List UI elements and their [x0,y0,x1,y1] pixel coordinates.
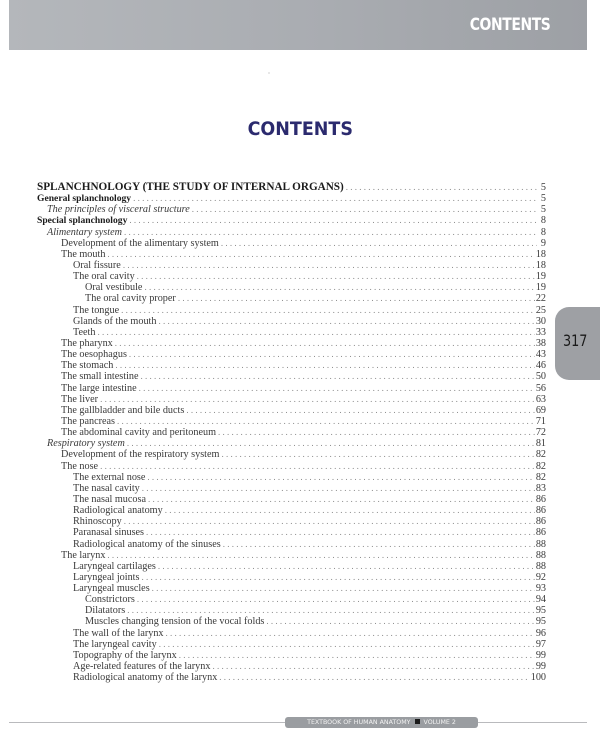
square-separator-icon [415,719,420,724]
dot-leader [117,416,535,427]
scan-speck [268,72,270,74]
toc-entry[interactable] [37,227,546,238]
toc-entry-label: Rhinoscopy [73,516,122,528]
toc-entry-page: 96 [535,627,546,639]
toc-entry-label: The liver [61,393,99,405]
toc-entry-page: 25 [535,304,546,316]
toc-entry-label: Radiological anatomy [73,505,163,517]
dot-leader [142,483,535,494]
footer-volume: VOLUME 2 [423,719,456,726]
toc-entry-label: Oral vestibule [85,282,143,294]
dot-leader [179,650,535,661]
dot-leader [192,204,537,215]
toc-entry-label: Age-related features of the larynx [73,661,211,673]
running-header-bar [9,0,587,50]
toc-entry[interactable] [37,539,546,550]
toc-entry-page: 5 [540,182,546,193]
toc-entry[interactable] [37,427,546,438]
footer-book-label [285,717,478,728]
toc-entry-label: The oral cavity [73,271,135,283]
page-title [0,118,600,140]
dot-leader [221,449,534,460]
dot-leader [139,383,535,394]
toc-entry-label: Muscles changing tension of the vocal folds [85,616,265,628]
toc-entry-label: Laryngeal muscles [73,583,150,595]
toc-entry[interactable] [37,583,546,594]
toc-entry-label: Constrictors [85,594,135,606]
toc-entry[interactable] [37,371,546,382]
toc-entry-page: 50 [535,371,546,383]
toc-entry[interactable] [37,561,546,572]
dot-leader [178,293,535,304]
toc-entry[interactable] [37,672,546,683]
toc-entry-page: 82 [535,471,546,483]
toc-entry-label: Development of the respiratory system [61,449,220,461]
toc-entry[interactable] [37,628,546,639]
toc-entry-page: 88 [535,560,546,572]
toc-entry-label: The gallbladder and bile ducts [61,404,185,416]
toc-entry-label: Dilatators [85,605,126,617]
dot-leader [115,360,534,371]
toc-entry-label: The stomach [61,360,114,372]
page-number-tab [555,307,600,380]
toc-entry[interactable] [37,650,546,661]
toc-entry-page: 82 [535,460,546,472]
dot-leader [186,405,534,416]
toc-entry-page: 83 [535,482,546,494]
dot-leader [148,494,535,505]
toc-entry-page: 94 [535,594,546,606]
toc-entry-label: The wall of the larynx [73,627,164,639]
dot-leader [165,505,535,516]
toc-entry[interactable] [37,305,546,316]
toc-entry-page: 100 [530,672,546,684]
dot-leader [107,550,534,561]
dot-leader [129,215,537,226]
toc-entry-page: 46 [535,360,546,372]
toc-entry-page: 86 [535,516,546,528]
toc-entry-label: Respiratory system [47,438,125,450]
toc-entry-page: 99 [535,661,546,673]
toc-entry[interactable] [37,505,546,516]
dot-leader [137,271,535,282]
toc-entry-page: 81 [535,438,546,450]
toc-entry-label: The oral cavity proper [85,293,176,305]
toc-entry[interactable] [37,527,546,538]
toc-entry-page: 88 [535,549,546,561]
dot-leader [137,594,535,605]
dot-leader [100,394,535,405]
toc-entry-page: 19 [535,271,546,283]
toc-entry[interactable] [37,215,546,226]
toc-entry[interactable] [37,483,546,494]
toc-entry[interactable] [37,349,546,360]
toc-entry-label: Topography of the larynx [73,649,177,661]
toc-entry[interactable] [37,260,546,271]
toc-entry-page: 93 [535,583,546,595]
toc-entry-label: The nose [61,460,99,472]
toc-entry-label: Radiological anatomy of the sinuses [73,538,221,550]
toc-entry[interactable] [37,572,546,583]
toc-entry-page: 18 [535,248,546,260]
toc-entry-label: Radiological anatomy of the larynx [73,672,218,684]
toc-entry-page: 8 [540,226,546,238]
toc-entry-page: 43 [535,349,546,361]
toc-entry-page: 30 [535,315,546,327]
toc-entry-page: 72 [535,427,546,439]
dot-leader [152,583,535,594]
toc-entry-page: 56 [535,382,546,394]
toc-entry-label: The external nose [73,471,146,483]
toc-entry[interactable] [37,405,546,416]
dot-leader [158,316,534,327]
page-title-text: CONTENTS [247,118,353,140]
toc-entry-label: Alimentary system [47,226,122,238]
toc-entry-label: The principles of visceral structure [47,204,190,216]
toc-entry-page: 33 [535,326,546,338]
dot-leader [107,249,534,260]
toc-entry-page: 69 [535,404,546,416]
toc-entry[interactable] [37,249,546,260]
running-header-title: CONTENTS [469,15,550,35]
toc-entry-page: 22 [535,293,546,305]
dot-leader [97,327,534,338]
toc-entry-label: Laryngeal cartilages [73,560,156,572]
toc-entry-page: 99 [535,649,546,661]
dot-leader [147,472,534,483]
toc-entry-page: 5 [540,204,546,216]
dot-leader [166,628,535,639]
toc-entry-page: 95 [535,616,546,628]
toc-entry-label: The larynx [61,549,106,561]
toc-entry[interactable] [37,494,546,505]
dot-leader [124,227,537,238]
dot-leader [212,661,534,672]
footer-book-title: TEXTBOOK OF HUMAN ANATOMY [307,719,411,726]
toc-entry[interactable] [37,360,546,371]
toc-entry-page: 86 [535,527,546,539]
toc-entry-page: 9 [540,237,546,249]
toc-entry-page: 71 [535,415,546,427]
toc-entry-label: Development of the alimentary system [61,237,219,249]
toc-entry[interactable] [37,449,546,460]
dot-leader [123,260,535,271]
toc-entry-page: 86 [535,505,546,517]
toc-entry-label: The tongue [73,304,120,316]
toc-entry-label: Glands of the mouth [73,315,157,327]
toc-entry[interactable] [37,472,546,483]
toc-entry[interactable] [37,327,546,338]
toc-entry-label: Teeth [73,326,96,338]
dot-leader [266,616,534,627]
toc-entry[interactable] [37,394,546,405]
table-of-contents [37,182,546,683]
toc-entry-page: 18 [535,259,546,271]
toc-entry[interactable] [37,438,546,449]
toc-entry-label: The pancreas [61,415,116,427]
toc-entry-label: The abdominal cavity and peritoneum [61,427,217,439]
dot-leader [221,238,537,249]
toc-entry-page: 92 [535,571,546,583]
toc-entry[interactable] [37,316,546,327]
dot-leader [121,305,535,316]
dot-leader [144,282,534,293]
toc-entry-label: The oesophagus [61,349,127,361]
toc-entry-page: 38 [535,337,546,349]
toc-entry-label: Special splanchnology [37,215,128,227]
toc-entry-page: 88 [535,538,546,550]
toc-entry-label: The laryngeal cavity [73,638,157,650]
dot-leader [346,182,537,193]
toc-entry[interactable] [37,594,546,605]
dot-leader [127,438,535,449]
toc-entry-page: 63 [535,393,546,405]
toc-entry[interactable] [37,461,546,472]
toc-entry[interactable] [37,383,546,394]
dot-leader [129,349,535,360]
toc-entry-label: Laryngeal joints [73,571,140,583]
dot-leader [127,605,535,616]
toc-entry-label: SPLANCHNOLOGY (THE STUDY OF INTERNAL ORGANS) [37,181,344,193]
toc-entry-label: The nasal mucosa [73,493,146,505]
toc-entry[interactable] [37,271,546,282]
dot-leader [100,461,535,472]
toc-entry[interactable] [37,616,546,627]
toc-entry-label: The nasal cavity [73,482,140,494]
toc-entry[interactable] [37,661,546,672]
dot-leader [146,527,535,538]
toc-entry-label: The mouth [61,248,106,260]
toc-entry[interactable] [37,516,546,527]
toc-entry[interactable] [37,204,546,215]
dot-leader [115,338,535,349]
toc-entry[interactable] [37,550,546,561]
toc-entry-label: The pharynx [61,337,113,349]
toc-entry[interactable] [37,605,546,616]
dot-leader [124,516,535,527]
toc-entry[interactable] [37,282,546,293]
dot-leader [158,561,535,572]
toc-entry[interactable] [37,193,546,204]
toc-entry-label: General splanchnology [37,193,132,205]
dot-leader [141,572,534,583]
toc-entry-page: 86 [535,493,546,505]
toc-entry-label: Paranasal sinuses [73,527,145,539]
toc-entry-label: The small intestine [61,371,139,383]
dot-leader [223,539,535,550]
toc-entry-label: Oral fissure [73,259,121,271]
dot-leader [159,639,535,650]
toc-entry-page: 82 [535,449,546,461]
toc-entry[interactable] [37,338,546,349]
toc-entry[interactable] [37,639,546,650]
dot-leader [133,193,537,204]
dot-leader [219,672,529,683]
dot-leader [218,427,535,438]
toc-entry-page: 5 [540,193,546,205]
dot-leader [141,371,535,382]
page-number: 317 [563,331,588,350]
toc-entry-page: 95 [535,605,546,617]
toc-entry[interactable] [37,293,546,304]
toc-entry-label: The large intestine [61,382,137,394]
toc-entry[interactable] [37,416,546,427]
toc-entry[interactable] [37,238,546,249]
toc-entry[interactable] [37,182,546,193]
toc-entry-page: 19 [535,282,546,294]
toc-entry-page: 8 [540,215,546,227]
toc-entry-page: 97 [535,638,546,650]
